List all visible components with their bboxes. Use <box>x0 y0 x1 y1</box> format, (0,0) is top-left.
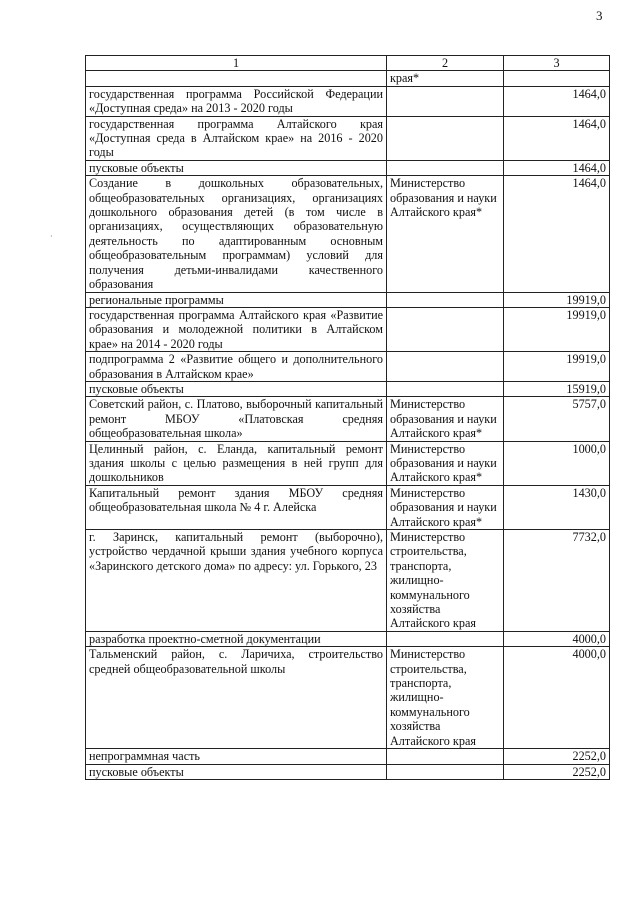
table-row <box>86 307 610 351</box>
column-header-2: 2 <box>387 56 504 71</box>
name-cell: подпрограмма 2 «Развитие общего и дополнительного образования в Алтайском крае» <box>86 352 387 382</box>
amount-cell: 15919,0 <box>504 381 610 396</box>
name-cell: государственная программа Алтайского края «Развитие образования и молодежной политики в Алтайском крае» на 2014 - 2020 годы <box>86 307 387 351</box>
name-cell: г. Заринск, капитальный ремонт (выборочно), устройство чердачной крыши здания учебного корпуса «Заринского детского дома» по адресу: ул. Горького, 23 <box>86 530 387 632</box>
responsible-cell <box>387 86 504 116</box>
name-cell: Целинный район, с. Еланда, капитальный ремонт здания школы с целью размещения в ней групп для дошкольников <box>86 441 387 485</box>
amount-cell: 1464,0 <box>504 176 610 292</box>
responsible-cell <box>387 381 504 396</box>
table-row <box>86 176 610 292</box>
amount-cell: 1464,0 <box>504 116 610 160</box>
table-row <box>86 647 610 749</box>
responsible-cell: Министерство строительства, транспорта, жилищно-коммунального хозяйства Алтайского края <box>387 530 504 632</box>
page-number: 3 <box>596 8 603 23</box>
responsible-cell <box>387 352 504 382</box>
amount-cell: 7732,0 <box>504 530 610 632</box>
name-cell <box>86 71 387 86</box>
table-row <box>86 381 610 396</box>
name-cell: Капитальный ремонт здания МБОУ средняя общеобразовательная школа № 4 г. Алейска <box>86 485 387 529</box>
budget-table <box>85 55 610 780</box>
table-row <box>86 764 610 779</box>
table-row <box>86 160 610 175</box>
name-cell: Создание в дошкольных образовательных, общеобразовательных организациях, организациях дошкольного образования детей (в том числе в организациях, осуществляющих образовательную деятельность по адаптированным основным общеобразовательным программам) условий для получения детьми-инвалидами качественного образования <box>86 176 387 292</box>
amount-cell: 2252,0 <box>504 764 610 779</box>
responsible-cell: края* <box>387 71 504 86</box>
responsible-cell <box>387 307 504 351</box>
table-row <box>86 749 610 764</box>
column-header-1: 1 <box>86 56 387 71</box>
margin-mark: · <box>50 232 53 241</box>
name-cell: разработка проектно-сметной документации <box>86 631 387 646</box>
table-row <box>86 631 610 646</box>
responsible-cell: Министерство образования и науки Алтайского края* <box>387 441 504 485</box>
table-row <box>86 86 610 116</box>
amount-cell: 5757,0 <box>504 397 610 441</box>
responsible-cell: Министерство образования и науки Алтайского края* <box>387 397 504 441</box>
responsible-cell: Министерство образования и науки Алтайского края* <box>387 485 504 529</box>
name-cell: пусковые объекты <box>86 381 387 396</box>
responsible-cell <box>387 292 504 307</box>
table-row <box>86 352 610 382</box>
amount-cell: 4000,0 <box>504 647 610 749</box>
name-cell: Советский район, с. Платово, выборочный капитальный ремонт МБОУ «Платовская средняя общеобразовательная школа» <box>86 397 387 441</box>
name-cell: пусковые объекты <box>86 764 387 779</box>
column-header-3: 3 <box>504 56 610 71</box>
responsible-cell <box>387 764 504 779</box>
amount-cell: 19919,0 <box>504 292 610 307</box>
table-row <box>86 530 610 632</box>
amount-cell: 1000,0 <box>504 441 610 485</box>
name-cell: пусковые объекты <box>86 160 387 175</box>
table-row <box>86 292 610 307</box>
amount-cell: 2252,0 <box>504 749 610 764</box>
responsible-cell <box>387 160 504 175</box>
name-cell: Тальменский район, с. Ларичиха, строительство средней общеобразовательной школы <box>86 647 387 749</box>
amount-cell <box>504 71 610 86</box>
name-cell: непрограммная часть <box>86 749 387 764</box>
table-row <box>86 397 610 441</box>
amount-cell: 1464,0 <box>504 160 610 175</box>
responsible-cell: Министерство образования и науки Алтайского края* <box>387 176 504 292</box>
table-row <box>86 441 610 485</box>
amount-cell: 1464,0 <box>504 86 610 116</box>
amount-cell: 4000,0 <box>504 631 610 646</box>
name-cell: государственная программа Российской Федерации «Доступная среда» на 2013 - 2020 годы <box>86 86 387 116</box>
amount-cell: 19919,0 <box>504 307 610 351</box>
table-header-row <box>86 56 610 71</box>
name-cell: государственная программа Алтайского края «Доступная среда в Алтайском крае» на 2016 - 2020 годы <box>86 116 387 160</box>
amount-cell: 1430,0 <box>504 485 610 529</box>
table-row <box>86 71 610 86</box>
responsible-cell <box>387 749 504 764</box>
responsible-cell <box>387 116 504 160</box>
amount-cell: 19919,0 <box>504 352 610 382</box>
table-row <box>86 485 610 529</box>
table-row <box>86 116 610 160</box>
responsible-cell <box>387 631 504 646</box>
name-cell: региональные программы <box>86 292 387 307</box>
responsible-cell: Министерство строительства, транспорта, жилищно-коммунального хозяйства Алтайского края <box>387 647 504 749</box>
